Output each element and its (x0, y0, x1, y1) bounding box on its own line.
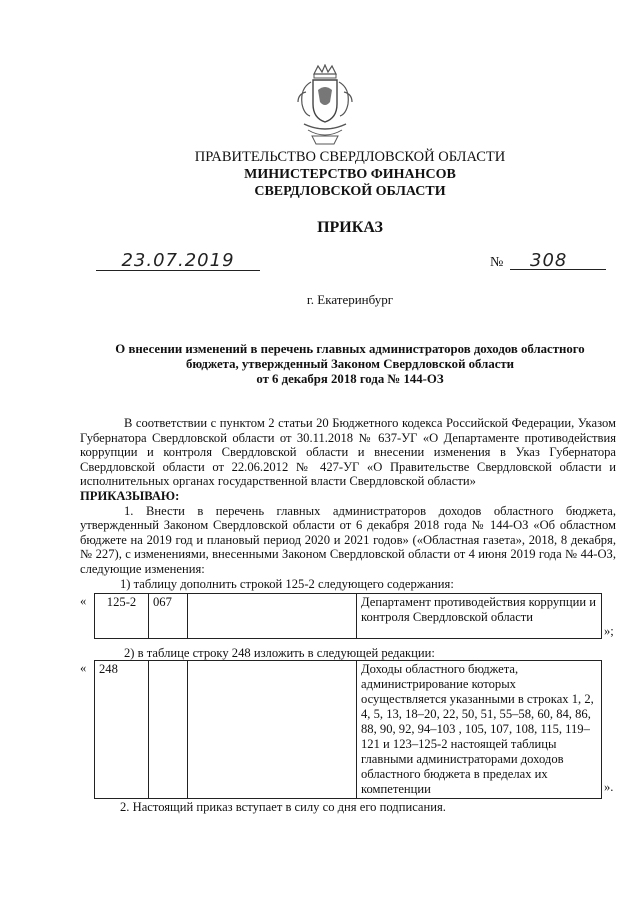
title-line2: бюджета, утвержденный Законом Свердловской области (185, 357, 515, 371)
ministry-heading-line2: СВЕРДЛОВСКОЙ ОБЛАСТИ (254, 184, 446, 199)
sub2-paragraph: 2) в таблице строку 248 изложить в следующей редакции: (124, 646, 435, 660)
government-heading: ПРАВИТЕЛЬСТВО СВЕРДЛОВСКОЙ ОБЛАСТИ (194, 149, 506, 165)
table1-num-cell: 125-2 (95, 594, 149, 639)
city-name: г. Екатеринбург (306, 292, 394, 307)
table2-open-quote: « (80, 661, 87, 675)
table2 (94, 660, 602, 799)
table-row (95, 661, 602, 799)
document-title (90, 342, 610, 387)
coat-of-arms-icon (294, 64, 356, 148)
document-number: 308 (510, 250, 606, 270)
item1-paragraph: 1. Внести в перечень главных администраторов доходов областного бюджета, утвержденный Законом Свердловской области от 6 декабря 2018 года № 144-ОЗ «Об областном бюджете на 2019 год и плановый период 2020 и 2021 годов» («Областная газета», 2018, 8 декабря, № 227), с изменениями, внесенными Законом Свердловской области от 4 июня 2019 года № 44-ОЗ, следующие изменения: (80, 503, 616, 576)
document-date: 23.07.2019 (96, 250, 260, 271)
table1-income-code-cell (188, 594, 357, 639)
table1-close-quote: »; (604, 624, 614, 638)
order-word: ПРИКАЗЫВАЮ: (80, 488, 180, 503)
table1-code-cell: 067 (149, 594, 188, 639)
coat-of-arms-emblem (294, 64, 356, 148)
sub1-paragraph: 1) таблицу дополнить строкой 125-2 следующего содержания: (120, 576, 454, 591)
table1 (94, 593, 602, 639)
title-line1: О внесении изменений в перечень главных администраторов доходов областного (115, 342, 585, 356)
table2-income-code-cell (188, 661, 357, 799)
table2-code-cell (149, 661, 188, 799)
doc-type-title: ПРИКАЗ (317, 219, 383, 236)
table2-num-cell: 248 (95, 661, 149, 799)
title-line3: от 6 декабря 2018 года № 144-ОЗ (256, 372, 444, 386)
number-sign: № (490, 255, 504, 270)
table1-name-cell: Департамент противодействия коррупции и контроля Свердловской области (357, 594, 602, 639)
preamble-paragraph: В соответствии с пунктом 2 статьи 20 Бюджетного кодекса Российской Федерации, Указом Губернатора Свердловской области от 30.11.2018 № 637-УГ «О Департаменте противодействия коррупции и контроля Свердловской области и внесении изменения в Указ Губернатора Свердловской области от 22.06.2012 № 427-УГ «О Правительстве Свердловской области и исполнительных органах государственной власти Свердловской области» (80, 416, 616, 489)
item2-paragraph: 2. Настоящий приказ вступает в силу со дня его подписания. (120, 800, 446, 814)
table2-close-quote: ». (604, 780, 614, 794)
ministry-heading-line1: МИНИСТЕРСТВО ФИНАНСОВ (244, 167, 456, 182)
table2-name-cell: Доходы областного бюджета, администрирование которых осуществляется указанными в строках 1, 2, 4, 5, 13, 18–20, 22, 50, 51, 55–58, 60, 84, 86, 88, 90, 92, 94–103 , 105, 107, 108, 115, 119–121 и 123–125-2 настоящей таблицы главными администраторами доходов областного бюджета в пределах их компетенции (357, 661, 602, 799)
document-body (80, 416, 616, 591)
table-row (95, 594, 602, 639)
table1-open-quote: « (80, 594, 87, 608)
